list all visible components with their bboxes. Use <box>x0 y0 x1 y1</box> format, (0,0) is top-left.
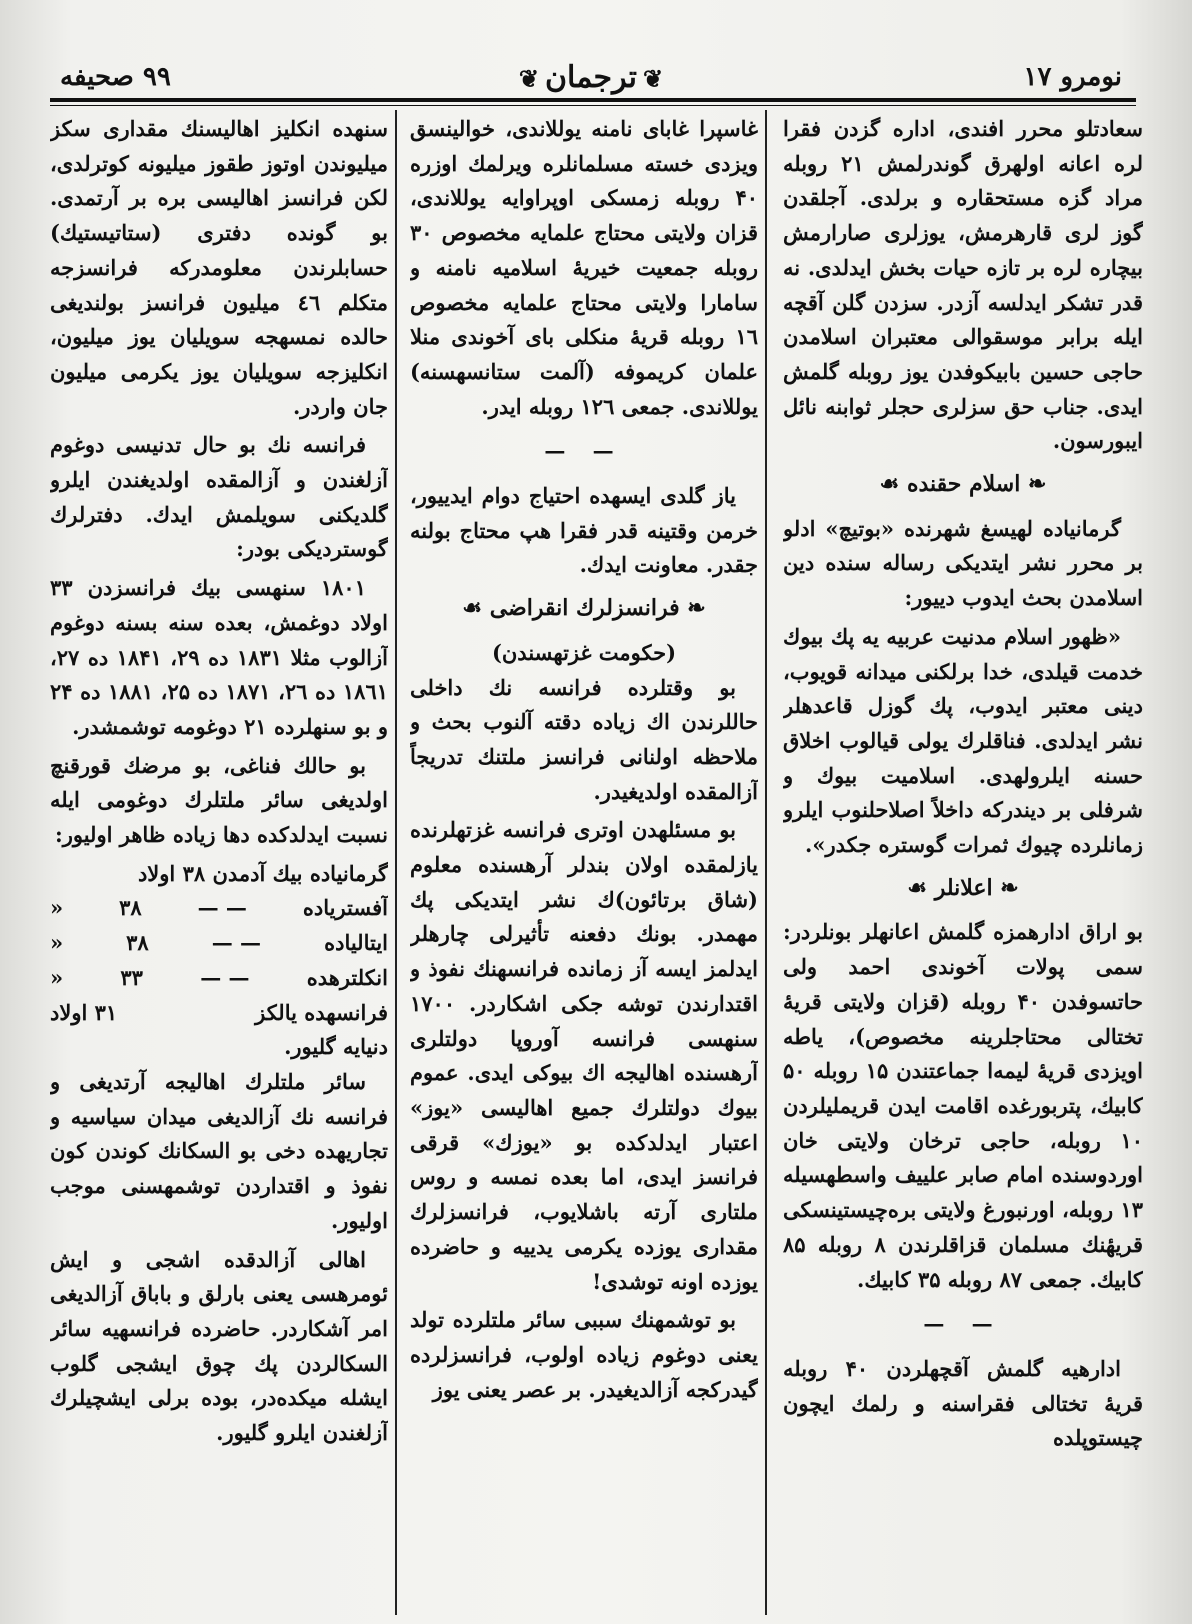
section-heading <box>783 871 1143 906</box>
column-left <box>50 112 388 1612</box>
separator: — — <box>544 438 624 464</box>
article-paragraph: غاسپرا غابای نامنه یوللاندی، خوالینسق ویزدی خسته مسلمانلره ویرلمك اوزره ۴۰ روبله زمسکی اوپراوایه یوللاندی، قزان ولایتی محتاج علمایه مخصوص ۳۰ روبله جمعیت خیریهٔ اسلامیه نامنه و سامارا ولایتی محتاج علمایه مخصوص ۱٦ روبله قریهٔ منکلی بای آخوندی منلا علمان کریموفه (آلمت ستانسهسنه) یوللاندی. جمعی ۱۲٦ روبله ایدر. <box>410 116 758 419</box>
table-cell-dash: — — <box>197 895 247 921</box>
birth-rate-table <box>50 857 388 1065</box>
newspaper-title <box>513 60 669 95</box>
table-cell-dash: — — <box>200 964 250 990</box>
article-paragraph: بو توشمهنك سببی سائر ملتلرده تولد یعنی دوغوم زیاده اولوب، فرانسزلرده گیدرکجه آزالدیغیدر. بر عصر یعنی یوز <box>410 1307 758 1402</box>
section-heading-text: فرانسزلرك انقراضی <box>489 595 680 622</box>
ornament-icon: ❦ <box>642 64 664 93</box>
article-paragraph: ۱۸۰۱ سنهسی بیك فرانسزدن ۳۳ اولاد دوغمش، بعده سنه بسنه دوغوم آزالوب مثلا ۱۸۳۱ ده ۲۹، ۱۸۴۱ ده ۲۷، ۱۸٦۱ ده ۲٦، ۱۸۷۱ ده ۲۵، ۱۸۸۱ ده ۲۴ و بو سنهلرده ۲۱ دوغومه توشمشدر. <box>50 575 388 739</box>
article-paragraph: ادارهیه گلمش آقچهلردن ۴۰ روبله قریهٔ تختالی فقراسنه و رلمك ایچون چیستوپلده <box>783 1355 1143 1451</box>
article-paragraph: سنهده انکلیز اهالیسنك مقداری سکز میلیوندن اوتوز طقوز میلیونه کوترلدی، لکن فرانسز اهالیسی بره بر آرتمدی. بو گونده دفتری (ستاتیستیك) حسابلرندن معلومدرکه فرانسزجه متکلم ٤٦ میلیون فرانسز بولندیغی حالده نمسهجه سویلیان یوز میلیون، انکلیزجه سویلیان یوز یکرمی میلیون جان واردر. <box>50 116 388 419</box>
masthead <box>50 58 1132 98</box>
article-paragraph: بو مسئلهدن اوتری فرانسه غزتهلرنده یازلمقده اولان بندلر آرهسنده معلوم (شاق برتائون)ك نشر ایتدیکی پك مهمدر. بونك دفعنه تأثیرلی چارهلر ایدلمز ایسه آز زمانده فرانسهنك نفوذ و اقتدارندن توشه جکی اشکاردر. ۱۷۰۰ سنهسی فرانسه آوروپا دولتلری آرهسنده اهالیجه اك بیوکی ایدی. عموم بیوك دولتلرك جمیع اهالیسی «یوز» اعتبار ایدلدکده بو «یوزك» قرقی فرانسز ایدی، اما بعده نمسه و روس ملتاری آرته باشلایوب، فرانسزلرك مقداری یوزده یکرمی یدییه و حاضرده یوزده اونه توشدی! <box>410 817 758 1294</box>
article-paragraph: بو حالك فناغی، بو مرضك قورقنچ اولدیغی سائر ملتلرك دوغومی ایله نسبت ایدلدکده دها زیاده ظاهر اولیور: <box>50 752 388 848</box>
table-cell-country: فرانسهده یالکز <box>255 999 388 1025</box>
table-row <box>50 891 388 926</box>
column-middle <box>410 112 758 1612</box>
ornament-icon: ❧ <box>1000 874 1019 901</box>
table-cell-country: آفستریاده <box>302 895 388 921</box>
article-paragraph: بو اراق ادارهمزه گلمش اعانهلر بونلردر: سمی پولات آخوندی احمد ولی حاتسوفدن ۴۰ روبله (قزان ولایتی قریهٔ تختالی محتاجلرینه مخصوص)، یاطه اویزدی قریهٔ لیمه‌ا جماعتندن ۱۵ روبله ۵۰ کابیك، پتربورغده اقامت ایدن قریملیلردن ۱۰ روبله، حاجی ترخان ولایتی خان اوردوسنده امام صابر علییف واسطهسیله ۱۳ روبله، اورنبورغ ولایتی بره‌چیستینسکی قریهٔنك مسلمان قزاقلرندن ۸ روبله ۸۵ کابیك. جمعی ۸۷ روبله ۳۵ کابیك. <box>783 919 1143 1292</box>
table-row <box>50 996 388 1031</box>
table-cell-country: انکلترهده <box>306 964 388 990</box>
ornament-icon: ❧ <box>1028 471 1047 498</box>
column-right <box>783 112 1143 1612</box>
issue-number: نومرو ١٧ <box>1023 62 1122 92</box>
article-paragraph: فرانسه نك بو حال تدنیسی دوغوم آزلغندن و آزالمقده اولدیغندن ایلرو گلدیکنی سویلمش ایدك. دفترلرك گوستردیکی بودر: <box>50 432 388 562</box>
header-rule-thin <box>50 105 1136 106</box>
table-cell-value: ۳۸ <box>119 895 142 921</box>
section-heading <box>783 467 1143 502</box>
section-subheading: (حکومت غزتهسندن) <box>491 639 677 665</box>
title-text: ترجمان <box>545 60 637 95</box>
article-paragraph: بو وقتلرده فرانسه نك داخلی حاللرندن اك زیاده دقته آلنوب بحث و ملاحظه اولنانی فرانسز ملتنك تدریجاً آزالمقده اولدیغیدر. <box>410 674 758 804</box>
table-cell-value: ۳۳ <box>120 964 143 990</box>
header-rule <box>50 98 1136 102</box>
table-cell-value: ۳۱ اولاد <box>50 999 118 1025</box>
ornament-icon: ☙ <box>879 471 900 498</box>
table-cell-mark: « <box>50 930 64 956</box>
table-row <box>50 926 388 961</box>
table-row <box>50 961 388 996</box>
table-cell-dash: — — <box>211 930 262 956</box>
article-paragraph: اهالی آزالدقده اشجی و ایش ئومرهسی یعنی بارلق و باباق آزالدیغی امر آشکاردر. حاضرده فرانسهیه سائر السکالردن پك چوق ایشجی گلوب ایشله میکده‌در، بوده برلی ایشچیلرك آزلغندن ایلرو گلیور. <box>50 1246 388 1446</box>
ornament-icon: ☙ <box>462 595 483 622</box>
ornament-icon: ☙ <box>907 874 928 901</box>
article-paragraph: سعادتلو محرر افندی، اداره گزدن فقرا لره اعانه اولهرق گوندرلمش ۲۱ روبله مراد گزه مستحقاره و برلدی. آجلقدن گوز لری قارهرمش، یوزلری صارارمش بیچاره لره بر تازه حیات بخش ایدلدی. نه قدر تشکر ایدلسه آزدر. سزدن گلن آقچه ایله برابر موسقوالی معتبران اسلامدن حاجی حسین بابیکوفدن یوز روبله گلمش ایدی. جناب حق سزلری حجلر ثوابنه نائل ایبورسون. <box>783 116 1143 454</box>
article-paragraph: یاز گلدی ایسهده احتیاج دوام ایدییور، خرمن وقتینه قدر فقرا هپ محتاج بولنه جقدر. معاونت ایدك. <box>410 483 758 578</box>
section-heading-text: اسلام حقنده <box>906 471 1021 498</box>
article-paragraph: گرمانیاده لهیسغ شهرنده «بوتیچ» ادلو بر محرر نشر ایتدیکی رساله سنده دین اسلامدن بحث ایدوب دییور: <box>783 515 1143 611</box>
ornament-icon: ❧ <box>687 595 706 622</box>
table-cell-value: ۳۸ <box>126 930 149 956</box>
table-row-end: دنیایه گلیور. <box>284 1034 388 1060</box>
separator: — — <box>923 1311 1003 1337</box>
article-paragraph: «ظهور اسلام مدنیت عربیه یه پك بیوك خدمت قیلدی، خدا برلكنی میدانه قویوب، دینی معتبر ایدوب، پك گوزل قاعدهلر نشر ایدلدی. فناقلرك یولی قیالوب اخلاق حسنه ایلرولهدی. اسلامیت بیوك و شرفلی بر دیندرکه داخلاً اصلاحلنوب ایلرو زمانلرده چیوك ثمرات گوستره جکدر». <box>783 623 1143 858</box>
section-heading-text: اعلانلر <box>934 874 993 901</box>
article-paragraph: سائر ملتلرك اهالیجه آرتدیغی و فرانسه نك آزالدیغی میدان سیاسیه و تجاریهده دخی بو السکانك کوندن کون نفوذ و اقتداردن توشمهسنی موجب اولیور. <box>50 1068 388 1233</box>
section-heading <box>410 591 758 626</box>
page-number: ٩٩ صحيفه <box>60 62 171 92</box>
column-divider <box>395 110 397 1615</box>
ornament-icon: ❦ <box>518 64 540 93</box>
table-cell-country: ایتالیاده <box>324 930 388 956</box>
table-cell-mark: « <box>50 895 64 921</box>
column-divider <box>765 110 767 1615</box>
table-cell-mark: « <box>50 964 64 990</box>
table-row: گرمانیاده بیك آدمدن ۳۸ اولاد <box>137 860 388 886</box>
